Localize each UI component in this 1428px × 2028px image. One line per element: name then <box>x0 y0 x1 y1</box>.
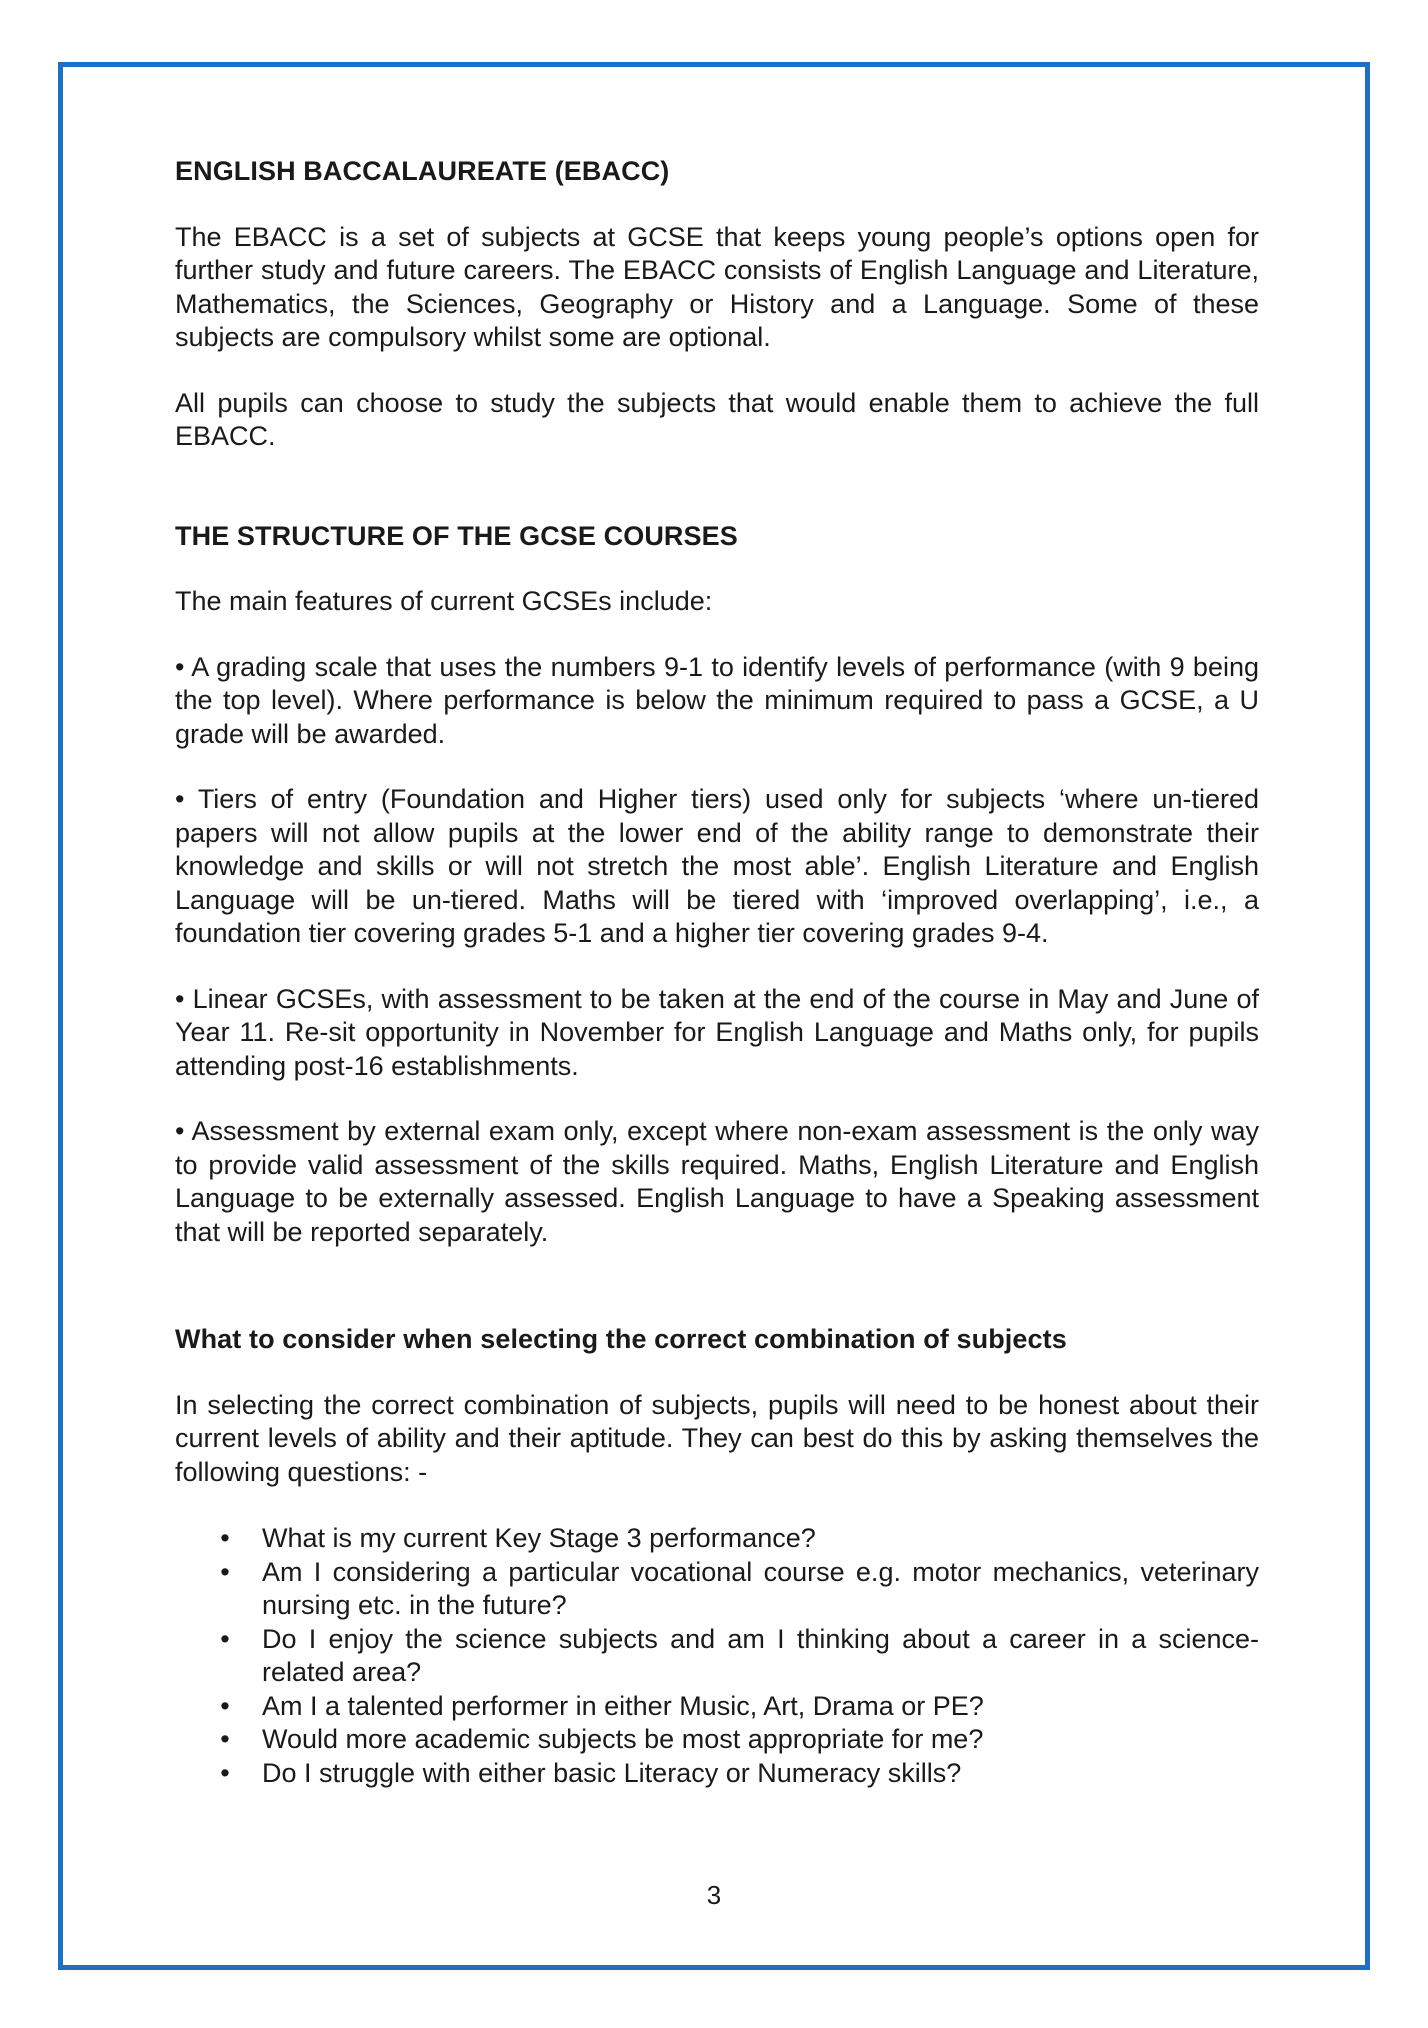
questions-list <box>175 1522 1259 1790</box>
structure-point: • Assessment by external exam only, except where non-exam assessment is the only way to provide valid assessment of the skills required. Maths, English Literature and English Language to be externally assessed. English Language to have a Speaking assessment that will be reported separately. <box>175 1116 1259 1247</box>
list-item <box>175 1556 1259 1623</box>
ebacc-heading: ENGLISH BACCALAUREATE (EBACC) <box>175 156 670 186</box>
bullet-icon: • <box>220 1690 230 1721</box>
structure-section <box>175 520 1259 1250</box>
ebacc-section <box>175 155 1259 454</box>
list-item <box>175 1522 1259 1556</box>
document-content <box>175 155 1259 1790</box>
structure-intro: The main features of current GCSEs include: <box>175 586 713 616</box>
bullet-icon: • <box>220 1757 230 1788</box>
structure-heading: THE STRUCTURE OF THE GCSE COURSES <box>175 520 738 551</box>
list-item <box>175 1690 1259 1724</box>
consider-section <box>175 1323 1259 1790</box>
structure-point: • Tiers of entry (Foundation and Higher tiers) used only for subjects ‘where un-tiered papers will not allow pupils at the lower end of the ability range to demonstrate their knowledge and skills or will not stretch the most able’. English Literature and English Language will be un-tiered. Maths will be tiered with ‘improved overlapping’, i.e., a foundation tier covering grades 5-1 and a higher tier covering grades 9-4. <box>175 784 1259 948</box>
bullet-icon: • <box>220 1724 230 1754</box>
bullet-icon: • <box>220 1623 230 1654</box>
ebacc-paragraph-2: All pupils can choose to study the subjects that would enable them to achieve the full EBACC. <box>175 387 1259 451</box>
question-text: Am I considering a particular vocational course e.g. motor mechanics, veterinary nursing etc. in the future? <box>262 1556 1259 1620</box>
consider-intro: In selecting the correct combination of subjects, pupils will need to be honest about their current levels of ability and their aptitude. They can best do this by asking themselves the following questions: - <box>175 1389 1259 1487</box>
question-text: What is my current Key Stage 3 performance? <box>262 1523 816 1553</box>
structure-point: • Linear GCSEs, with assessment to be taken at the end of the course in May and June of Year 11. Re-sit opportunity in November for English Language and Maths only, for pupils attending post-16 establishments. <box>175 983 1259 1081</box>
question-text: Do I enjoy the science subjects and am I thinking about a career in a science-related area? <box>262 1623 1259 1687</box>
bullet-icon: • <box>220 1523 230 1553</box>
question-text: Do I struggle with either basic Literacy or Numeracy skills? <box>262 1757 962 1788</box>
list-item <box>175 1723 1259 1757</box>
list-item <box>175 1757 1259 1791</box>
consider-heading: What to consider when selecting the correct combination of subjects <box>175 1324 1067 1354</box>
question-text: Am I a talented performer in either Music, Art, Drama or PE? <box>262 1690 984 1721</box>
ebacc-paragraph-1: The EBACC is a set of subjects at GCSE that keeps young people’s options open for further study and future careers. The EBACC consists of English Language and Literature, Mathematics, the Sciences, Geography or History and a Language. Some of these subjects are compulsory whilst some are optional. <box>175 221 1259 352</box>
question-text: Would more academic subjects be most appropriate for me? <box>262 1724 984 1754</box>
page-number: 3 <box>706 1880 722 1910</box>
bullet-icon: • <box>220 1556 230 1587</box>
structure-point: • A grading scale that uses the numbers 9-1 to identify levels of performance (with 9 being the top level). Where performance is below the minimum required to pass a GCSE, a U grade will be awarded. <box>175 651 1259 749</box>
list-item <box>175 1623 1259 1690</box>
